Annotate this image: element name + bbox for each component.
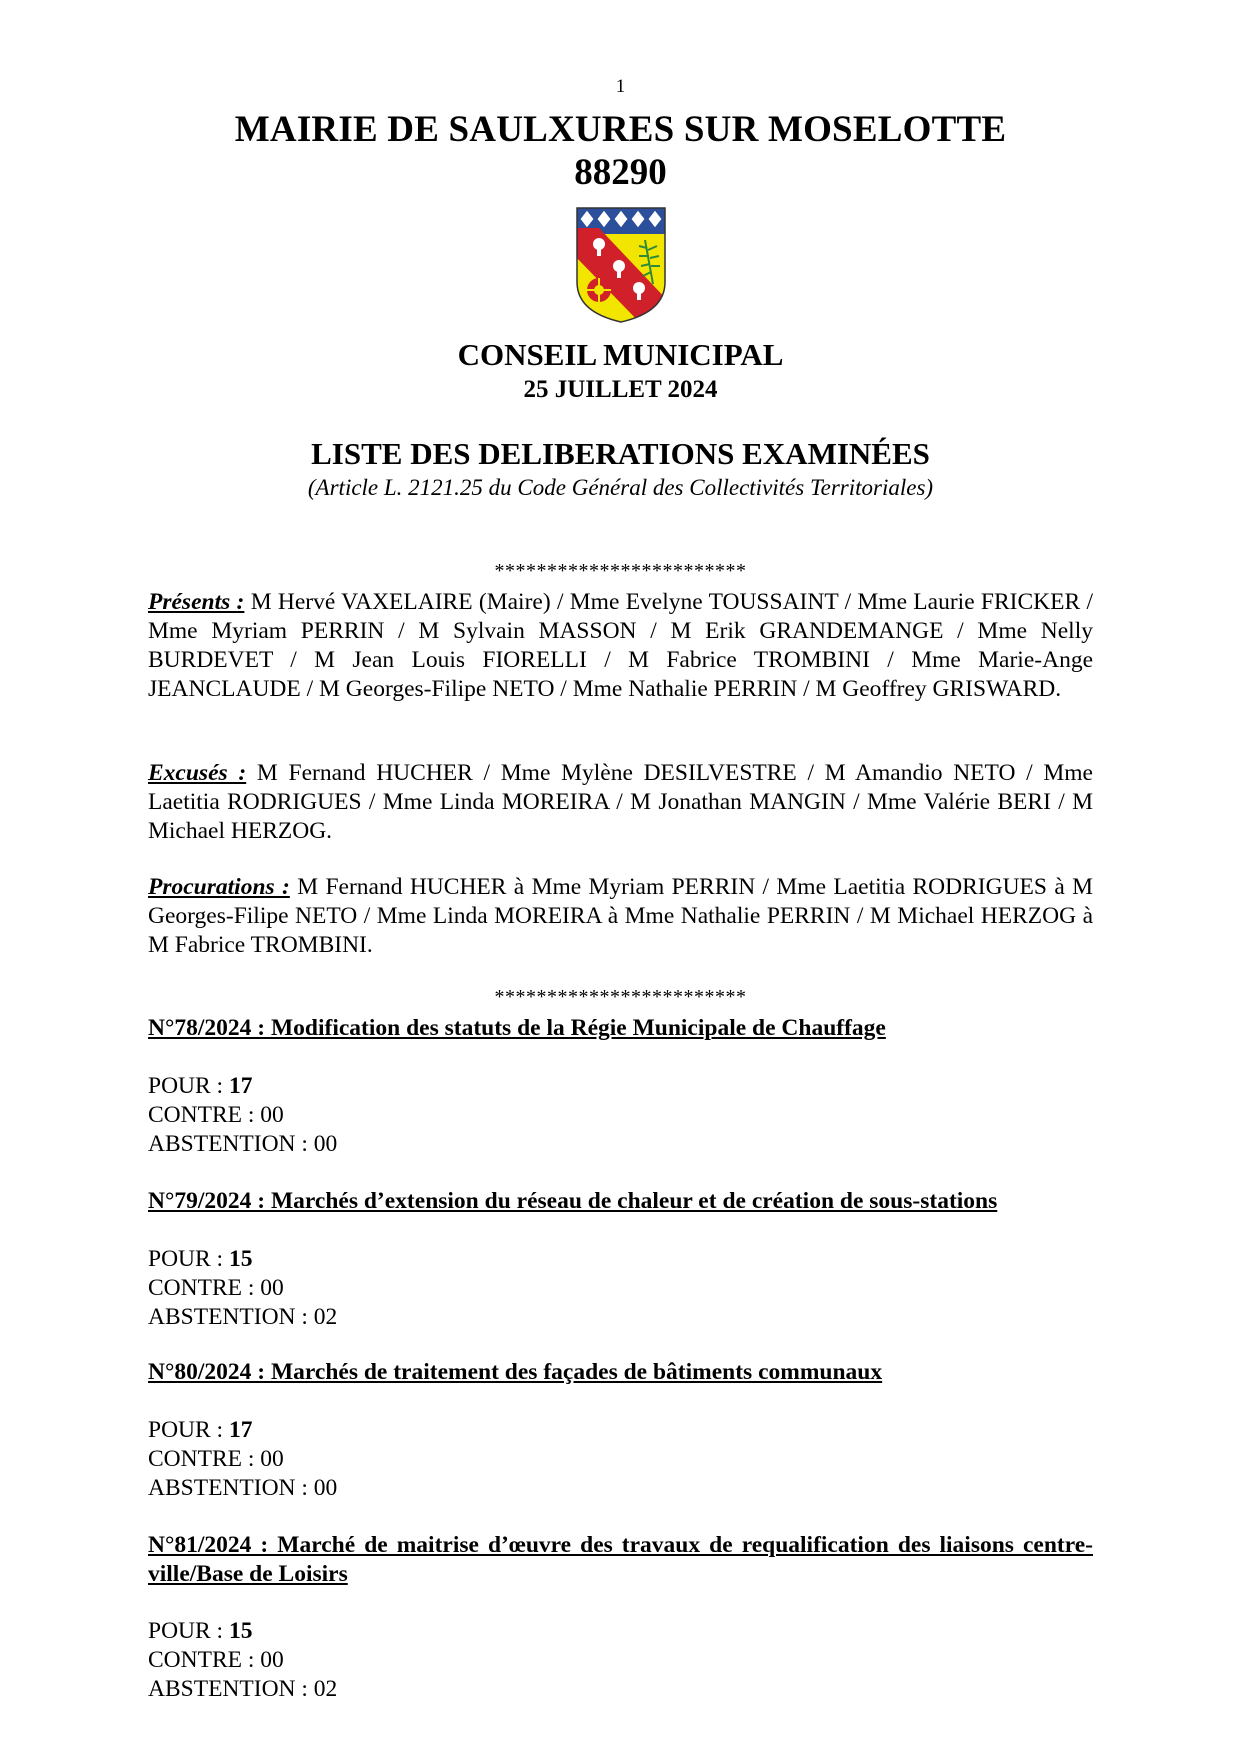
deliberation-title: N°78/2024 : Modification des statuts de la Régie Municipale de Chauffage <box>148 1015 886 1041</box>
presents-paragraph <box>148 588 1093 704</box>
contre-value: 00 <box>260 1647 284 1673</box>
abstention-label: ABSTENTION : <box>148 1676 314 1702</box>
contre-value: 00 <box>260 1446 284 1472</box>
contre-label: CONTRE : <box>148 1446 261 1472</box>
vote-block <box>148 1617 337 1704</box>
contre-value: 00 <box>260 1102 284 1128</box>
contre-label: CONTRE : <box>148 1275 261 1301</box>
mairie-title: MAIRIE DE SAULXURES SUR MOSELOTTE <box>234 109 1007 150</box>
presents-label: Présents : <box>148 589 245 615</box>
deliberation-title: N°80/2024 : Marchés de traitement des façades de bâtiments communaux <box>148 1359 883 1385</box>
vote-block <box>148 1245 337 1332</box>
pour-value: 15 <box>228 1246 253 1272</box>
deliberation-title: N°81/2024 : Marché de maitrise d’œuvre des travaux de requalification des liaisons centre-ville/Base de Loisirs <box>148 1532 1093 1587</box>
abstention-value: 00 <box>313 1131 338 1157</box>
pour-value: 17 <box>228 1073 253 1099</box>
procurations-paragraph <box>148 873 1093 960</box>
postcode: 88290 <box>574 152 667 193</box>
pour-label: POUR : <box>148 1417 229 1443</box>
abstention-value: 02 <box>313 1304 338 1330</box>
vote-block <box>148 1072 337 1159</box>
abstention-label: ABSTENTION : <box>148 1131 314 1157</box>
deliberation-title: N°79/2024 : Marchés d’extension du réseau de chaleur et de création de sous-stations <box>148 1188 998 1214</box>
abstention-label: ABSTENTION : <box>148 1475 314 1501</box>
vote-block <box>148 1416 337 1503</box>
pour-value: 17 <box>228 1417 253 1443</box>
pour-label: POUR : <box>148 1073 229 1099</box>
pour-label: POUR : <box>148 1246 229 1272</box>
list-title: LISTE DES DELIBERATIONS EXAMINÉES <box>311 436 930 471</box>
separator: ************************ <box>494 986 747 1008</box>
contre-label: CONTRE : <box>148 1102 261 1128</box>
separator: ************************ <box>494 560 747 582</box>
pour-value: 15 <box>228 1618 253 1644</box>
abstention-value: 00 <box>313 1475 338 1501</box>
page-number: 1 <box>615 76 626 97</box>
abstention-label: ABSTENTION : <box>148 1304 314 1330</box>
excuses-text: M Fernand HUCHER / Mme Mylène DESILVESTRE / M Amandio NETO / Mme Laetitia RODRIGUES / Mme Linda MOREIRA / M Jonathan MANGIN / Mme Valérie BERI / M Michael HERZOG. <box>148 760 1093 844</box>
pour-label: POUR : <box>148 1618 229 1644</box>
contre-label: CONTRE : <box>148 1647 261 1673</box>
session-date: 25 JUILLET 2024 <box>523 376 718 403</box>
article-reference: (Article L. 2121.25 du Code Général des Collectivités Territoriales) <box>307 475 934 500</box>
excuses-label: Excusés : <box>148 760 247 786</box>
contre-value: 00 <box>260 1275 284 1301</box>
excuses-paragraph <box>148 759 1093 846</box>
procurations-label: Procurations : <box>148 874 290 900</box>
procurations-text: M Fernand HUCHER à Mme Myriam PERRIN / Mme Laetitia RODRIGUES à M Georges-Filipe NETO / Mme Linda MOREIRA à Mme Nathalie PERRIN / M Michael HERZOG à M Fabrice TROMBINI. <box>148 874 1093 958</box>
conseil-title: CONSEIL MUNICIPAL <box>457 337 784 372</box>
presents-text: M Hervé VAXELAIRE (Maire) / Mme Evelyne TOUSSAINT / Mme Laurie FRICKER / Mme Myriam PERRIN / M Sylvain MASSON / M Erik GRANDEMANGE / Mme Nelly BURDEVET / M Jean Louis FIORELLI / M Fabrice TROMBINI / Mme Marie-Ange JEANCLAUDE / M Georges-Filipe NETO / Mme Nathalie PERRIN / M Geoffrey GRISWARD. <box>148 589 1094 702</box>
abstention-value: 02 <box>313 1676 338 1702</box>
coat-of-arms-icon <box>573 204 669 326</box>
